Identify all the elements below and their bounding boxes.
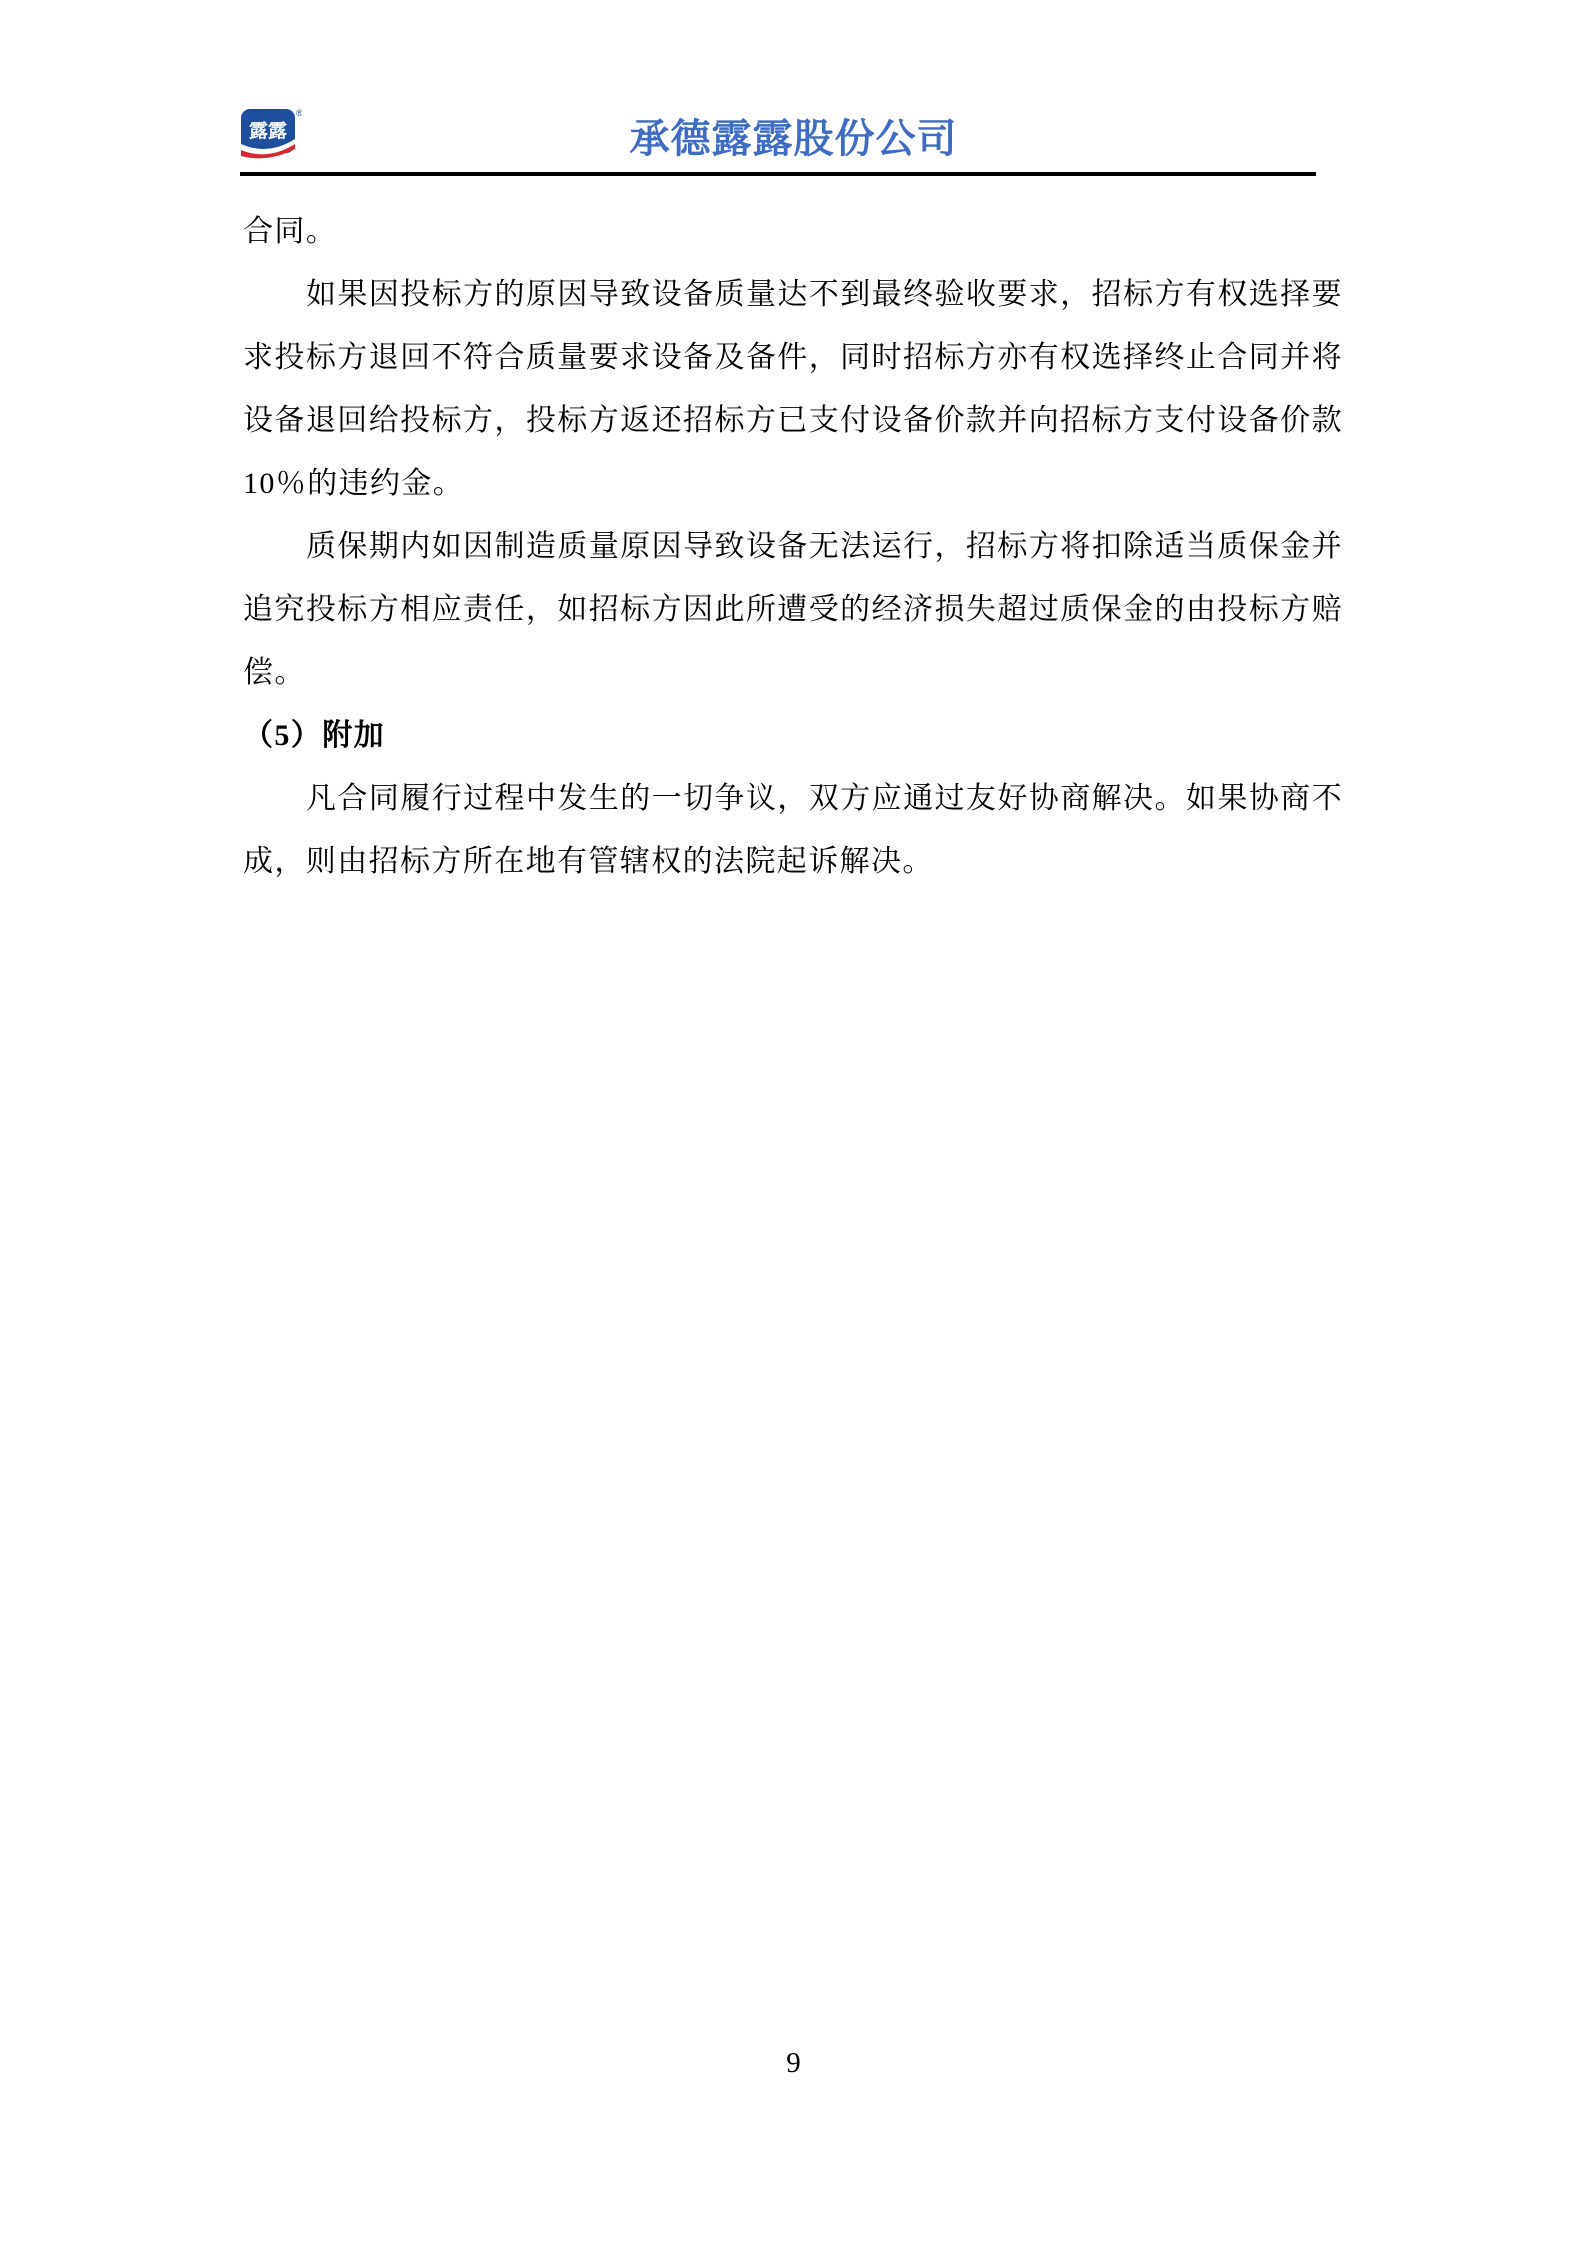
section-heading-5-additional: （5）附加: [243, 719, 385, 752]
company-name-header: 承德露露股份公司: [629, 117, 958, 161]
paragraph-contract-continuation: 合同。: [243, 215, 338, 248]
paragraph-dispute-resolution-clause: 凡合同履行过程中发生的一切争议，双方应通过友好协商解决。如果协商不成，则由招标方所在地有管辖权的法院起诉解决。: [243, 782, 1343, 878]
header-divider: [240, 172, 1316, 176]
paragraph-quality-rejection-clause: 如果因投标方的原因导致设备质量达不到最终验收要求，招标方有权选择要求投标方退回不符合质量要求设备及备件，同时招标方亦有权选择终止合同并将设备退回给投标方，投标方返还招标方已支付设备价款并向招标方支付设备价款10％的违约金。: [243, 278, 1343, 500]
page-number: 9: [786, 2047, 801, 2079]
document-body: [243, 200, 1343, 893]
registered-trademark-icon: ®: [296, 108, 302, 118]
paragraph-warranty-deduction-clause: 质保期内如因制造质量原因导致设备无法运行，招标方将扣除适当质保金并追究投标方相应责任，如招标方因此所遭受的经济损失超过质保金的由投标方赔偿。: [243, 530, 1343, 689]
logo-text: 露露: [248, 121, 288, 142]
